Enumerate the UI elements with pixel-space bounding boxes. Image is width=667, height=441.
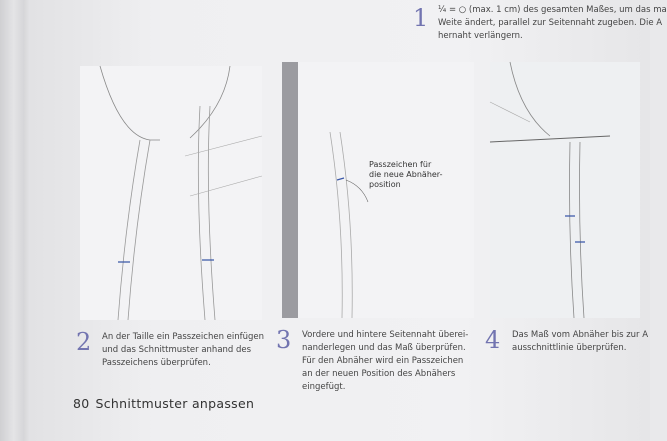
text-line: die neue Abnäher- (369, 170, 443, 179)
text-line: ¼ = ○ (max. 1 cm) des gesamten Maßes, um das ma (438, 5, 667, 15)
book-page-stack (0, 0, 34, 441)
page-footer (73, 396, 260, 411)
photo-step-4 (490, 62, 640, 318)
step-number-1: 1 (413, 4, 429, 32)
text-line: Weite ändert, parallel zur Seitennaht zugeben. Die A (438, 18, 663, 28)
pattern-drawing (282, 62, 474, 318)
text-line: eingefügt. (302, 382, 346, 392)
step-4-text (512, 329, 648, 355)
step-number-3: 3 (276, 326, 292, 354)
step-number-2: 2 (76, 328, 92, 356)
pattern-drawing (490, 62, 640, 318)
step-3-text (302, 329, 468, 394)
step-1-text (438, 4, 667, 43)
text-line: Für den Abnäher wird ein Passzeichen (302, 356, 464, 366)
text-line: An der Taille ein Passzeichen einfügen (102, 332, 265, 342)
text-line: ausschnittlinie überprüfen. (512, 343, 627, 353)
text-line: nanderlegen und das Maß überprüfen. (302, 343, 466, 353)
annotation-label (369, 160, 442, 190)
text-line: und das Schnittmuster anhand des (102, 345, 252, 355)
text-line: position (369, 180, 401, 189)
photo-step-3 (282, 62, 474, 318)
step-2-text (102, 331, 264, 370)
text-line: hernaht verlängern. (438, 31, 523, 41)
text-line: Passzeichens überprüfen. (102, 358, 211, 368)
photo-step-2 (80, 66, 262, 320)
text-line: Vordere und hintere Seitennaht überei- (302, 330, 469, 340)
text-line: an der neuen Position des Abnähers (302, 369, 456, 379)
text-line: Passzeichen für (369, 160, 432, 169)
pattern-drawing (80, 66, 262, 320)
page-number: 80 (73, 396, 90, 411)
chapter-title: Schnittmuster anpassen (95, 396, 255, 411)
step-number-4: 4 (485, 326, 501, 354)
text-line: Das Maß vom Abnäher bis zur A (512, 330, 649, 340)
